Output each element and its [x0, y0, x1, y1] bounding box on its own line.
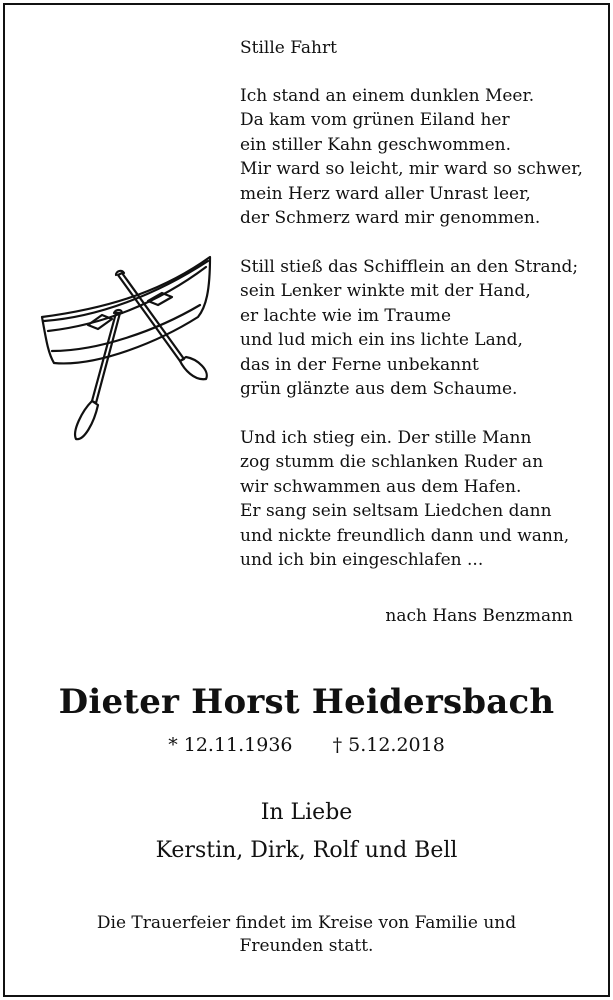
poem-line: zog stumm die schlanken Ruder an: [240, 452, 544, 472]
poem-title: Stille Fahrt: [240, 38, 337, 58]
poem-line: sein Lenker winkte mit der Hand,: [240, 281, 531, 301]
rowboat-with-oars-icon: [38, 255, 218, 445]
mourners-names: Kerstin, Dirk, Rolf und Bell: [155, 838, 458, 863]
poem-line: ein stiller Kahn geschwommen.: [240, 134, 512, 155]
funeral-notice-line: Die Trauerfeier findet im Kreise von Familie und: [96, 913, 517, 933]
poem-stanza: [240, 84, 585, 231]
poem-line: grün glänzte aus dem Schaume.: [240, 379, 518, 399]
poem-line: und lud mich ein ins lichte Land,: [240, 330, 523, 350]
funeral-notice-line: Freunden statt.: [239, 936, 374, 956]
poem-line: Er sang sein seltsam Liedchen dann: [240, 501, 552, 521]
poem-line: mein Herz ward aller Unrast leer,: [240, 183, 531, 204]
poem-line: der Schmerz ward mir genommen.: [240, 208, 541, 228]
poem-line: er lachte wie im Traume: [240, 305, 452, 326]
poem-line: Still stieß das Schifflein an den Strand;: [240, 256, 579, 277]
poem-stanza: [240, 426, 585, 573]
deceased-name: Dieter Horst Heidersbach: [58, 682, 555, 722]
poem: [240, 36, 585, 597]
funeral-notice: [60, 912, 553, 958]
mourners-intro: In Liebe: [260, 800, 353, 825]
poem-stanza: [240, 255, 585, 402]
poem-line: und ich bin eingeschlafen ...: [240, 550, 484, 570]
poem-line: wir schwammen aus dem Hafen.: [240, 476, 522, 497]
poem-line: und nickte freundlich dann und wann,: [240, 525, 570, 546]
poem-line: Und ich stieg ein. Der stille Mann: [240, 427, 532, 448]
birth-date: * 12.11.1936: [168, 734, 293, 756]
death-date: † 5.12.2018: [332, 734, 445, 756]
poem-line: Da kam vom grünen Eiland her: [240, 110, 510, 130]
poem-line: Mir ward so leicht, mir ward so schwer,: [240, 159, 583, 179]
poem-line: Ich stand an einem dunklen Meer.: [240, 85, 535, 106]
life-dates: [0, 734, 613, 756]
poem-line: das in der Ferne unbekannt: [240, 354, 479, 375]
poem-attribution: nach Hans Benzmann: [385, 606, 573, 626]
